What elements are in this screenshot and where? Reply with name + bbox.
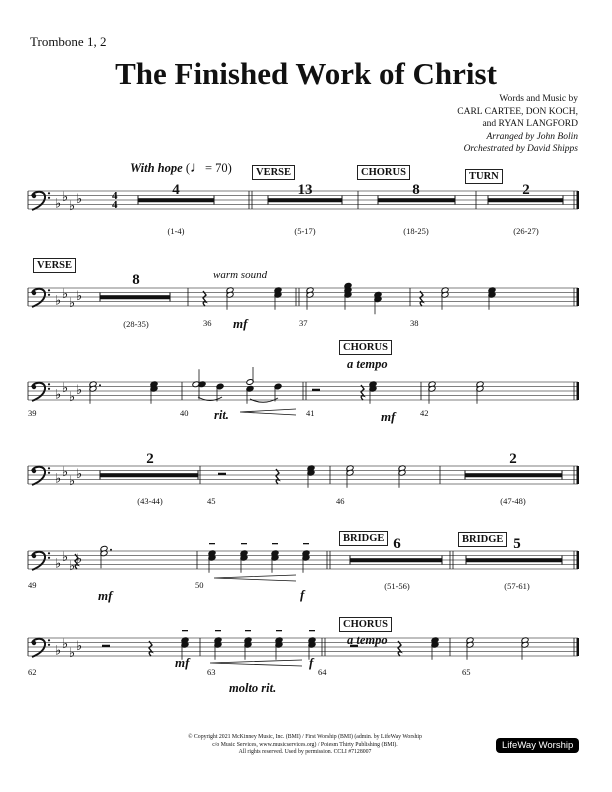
- time-signature-bottom: 4: [112, 199, 118, 211]
- bass-clef-dot: [48, 192, 50, 194]
- rest-range: (43-44): [137, 496, 163, 506]
- dynamic-mf: mf: [175, 655, 190, 670]
- section-verse: VERSE: [33, 258, 76, 273]
- flat-icon: ♭: [55, 292, 62, 308]
- rest-count: 5: [513, 536, 521, 552]
- rest-count: 4: [172, 182, 180, 198]
- tenuto-mark: [309, 630, 315, 631]
- final-barline: [577, 191, 580, 209]
- flat-icon: ♭: [69, 388, 76, 404]
- flat-icon: ♭: [55, 470, 62, 486]
- section-chorus: CHORUS: [339, 617, 392, 632]
- measure-number: 65: [462, 667, 471, 677]
- crescendo-hairpin: [240, 409, 296, 415]
- measure-number: 45: [207, 496, 216, 506]
- tenuto-mark: [215, 630, 221, 631]
- credits: [457, 93, 578, 156]
- bass-clef-icon: [32, 291, 36, 295]
- credits-composers: CARL CARTEE, DON KOCH,: [457, 106, 578, 117]
- section-bridge: BRIDGE: [458, 532, 507, 547]
- tempo-text: With hope: [130, 161, 183, 175]
- flat-icon: ♭: [62, 379, 69, 395]
- final-barline: [577, 638, 580, 656]
- multi-measure-rest: [465, 473, 562, 477]
- measure-number: 49: [28, 580, 37, 590]
- lifeway-worship-logo: LifeWay Worship: [496, 738, 579, 753]
- measure-number: 37: [299, 318, 308, 328]
- rest-count: 8: [132, 272, 140, 288]
- flat-icon: ♭: [76, 382, 83, 397]
- copyright-line: All rights reserved. Used by permission. CCLI #7128007: [238, 749, 372, 755]
- dynamic-f: f: [300, 587, 305, 602]
- rest-range: (57-61): [504, 581, 530, 591]
- half-rest-icon: [218, 473, 226, 475]
- quarter-note-icon: ♩: [189, 160, 205, 176]
- tempo-value: = 70): [204, 161, 232, 175]
- copyright-line: c/o Music Services, www.musicservices.org) / Poiesm Thirty Publishing (BMI).: [212, 741, 398, 748]
- multi-measure-rest: [100, 473, 198, 477]
- augmentation-dot: [110, 549, 112, 551]
- rest-range: (51-56): [384, 581, 410, 591]
- bass-clef-icon: [32, 385, 36, 389]
- measure-number: 64: [318, 667, 327, 677]
- flat-icon: ♭: [76, 191, 83, 206]
- bass-clef-dot: [48, 557, 50, 559]
- bass-clef-dot: [48, 383, 50, 385]
- final-barline: [577, 288, 580, 306]
- flat-icon: ♭: [55, 642, 62, 658]
- flat-icon: ♭: [55, 386, 62, 402]
- expression-a-tempo: a tempo: [347, 633, 388, 647]
- rest-count: 2: [522, 182, 530, 198]
- flat-icon: ♭: [69, 472, 76, 488]
- measure-number: 40: [180, 408, 189, 418]
- measure-number: 41: [306, 408, 315, 418]
- flat-icon: ♭: [76, 551, 83, 566]
- rest-range: (1-4): [167, 226, 185, 236]
- augmentation-dot: [99, 384, 101, 386]
- flat-icon: ♭: [62, 463, 69, 479]
- bass-clef-dot: [48, 552, 50, 554]
- rest-range: (5-17): [294, 226, 316, 236]
- section-verse: VERSE: [252, 165, 295, 180]
- dynamic-mf: mf: [381, 409, 396, 424]
- multi-measure-rest: [350, 558, 442, 562]
- dynamic-f: f: [309, 655, 314, 670]
- flat-icon: ♭: [76, 288, 83, 303]
- crescendo-hairpin: [214, 575, 296, 581]
- orchestrator: Orchestrated by David Shipps: [463, 144, 578, 154]
- tenuto-mark: [209, 543, 215, 544]
- flat-icon: ♭: [62, 285, 69, 301]
- flat-icon: ♭: [69, 557, 76, 573]
- bass-clef-dot: [48, 639, 50, 641]
- song-title: The Finished Work of Christ: [115, 56, 497, 91]
- bass-clef-dot: [48, 289, 50, 291]
- bass-clef-dot: [48, 472, 50, 474]
- measure-number: 46: [336, 496, 345, 506]
- rest-range: (28-35): [123, 319, 149, 329]
- final-barline: [577, 466, 580, 484]
- final-barline: [577, 382, 580, 400]
- flat-icon: ♭: [76, 466, 83, 481]
- section-chorus: CHORUS: [339, 340, 392, 355]
- section-chorus: CHORUS: [357, 165, 410, 180]
- rest-count: 2: [509, 451, 517, 467]
- tempo-marking: [130, 160, 232, 177]
- bass-clef-dot: [48, 197, 50, 199]
- part-name: Trombone 1, 2: [30, 34, 107, 49]
- crescendo-hairpin: [210, 660, 302, 666]
- bass-clef-icon: [32, 194, 36, 198]
- half-rest-icon: [102, 645, 110, 647]
- quarter-rest-icon: [203, 291, 206, 306]
- measure-number: 36: [203, 318, 212, 328]
- quarter-rest-icon: [398, 641, 401, 656]
- flat-icon: ♭: [69, 644, 76, 660]
- arranger: Arranged by John Bolin: [486, 131, 578, 142]
- bass-clef-icon: [32, 641, 36, 645]
- expression-a-tempo: a tempo: [347, 357, 388, 371]
- rest-count: 2: [146, 451, 154, 467]
- measure-number: 42: [420, 408, 429, 418]
- rest-range: (26-27): [513, 226, 539, 236]
- flat-icon: ♭: [62, 188, 69, 204]
- bass-clef-icon: [32, 554, 36, 558]
- final-barline: [577, 551, 580, 569]
- flat-icon: ♭: [55, 555, 62, 571]
- multi-measure-rest: [100, 295, 170, 299]
- tenuto-mark: [245, 630, 251, 631]
- bass-clef-dot: [48, 467, 50, 469]
- dynamic-mf: mf: [98, 588, 113, 603]
- expression-rit: rit.: [214, 408, 229, 422]
- quarter-rest-icon: [420, 291, 423, 306]
- quarter-rest-icon: [149, 641, 152, 656]
- measure-number: 39: [28, 408, 37, 418]
- flat-icon: ♭: [69, 197, 76, 213]
- bass-clef-dot: [48, 644, 50, 646]
- measure-number: 62: [28, 667, 37, 677]
- bass-clef-dot: [48, 388, 50, 390]
- time-signature-top: 4: [112, 190, 118, 202]
- measure-number: 38: [410, 318, 419, 328]
- section-turn: TURN: [465, 169, 503, 184]
- rest-count: 6: [393, 536, 401, 552]
- quarter-rest-icon: [276, 469, 279, 484]
- dynamic-mf: mf: [233, 316, 248, 331]
- half-rest-icon: [312, 389, 320, 391]
- flat-icon: ♭: [62, 635, 69, 651]
- rest-range: (47-48): [500, 496, 526, 506]
- tenuto-mark: [276, 630, 282, 631]
- rest-count: 8: [412, 182, 420, 198]
- flat-icon: ♭: [76, 638, 83, 653]
- measure-number: 50: [195, 580, 204, 590]
- tenuto-mark: [182, 630, 188, 631]
- tempo-paren: (: [185, 161, 190, 175]
- rest-range: (18-25): [403, 226, 429, 236]
- multi-measure-rest: [466, 558, 562, 562]
- measure-number: 63: [207, 667, 216, 677]
- quarter-rest-icon: [361, 385, 364, 400]
- bass-clef-icon: [32, 469, 36, 473]
- flat-icon: ♭: [62, 548, 69, 564]
- section-bridge: BRIDGE: [339, 531, 388, 546]
- tenuto-mark: [303, 543, 309, 544]
- rest-count: 13: [297, 182, 313, 198]
- tenuto-mark: [241, 543, 247, 544]
- flat-icon: ♭: [69, 294, 76, 310]
- flat-icon: ♭: [55, 195, 62, 211]
- copyright-footer: [170, 734, 440, 757]
- expression-molto-rit: molto rit.: [229, 681, 277, 695]
- bass-clef-dot: [48, 294, 50, 296]
- copyright-line: © Copyright 2021 McKinney Music, Inc. (BMI) / First Worship (BMI) (admin. by LifeWay Worship: [188, 734, 422, 740]
- expression-warm-sound: warm sound: [213, 269, 268, 281]
- tenuto-mark: [272, 543, 278, 544]
- credits-composers-2: and RYAN LANGFORD: [482, 119, 578, 129]
- credits-line: Words and Music by: [499, 94, 578, 104]
